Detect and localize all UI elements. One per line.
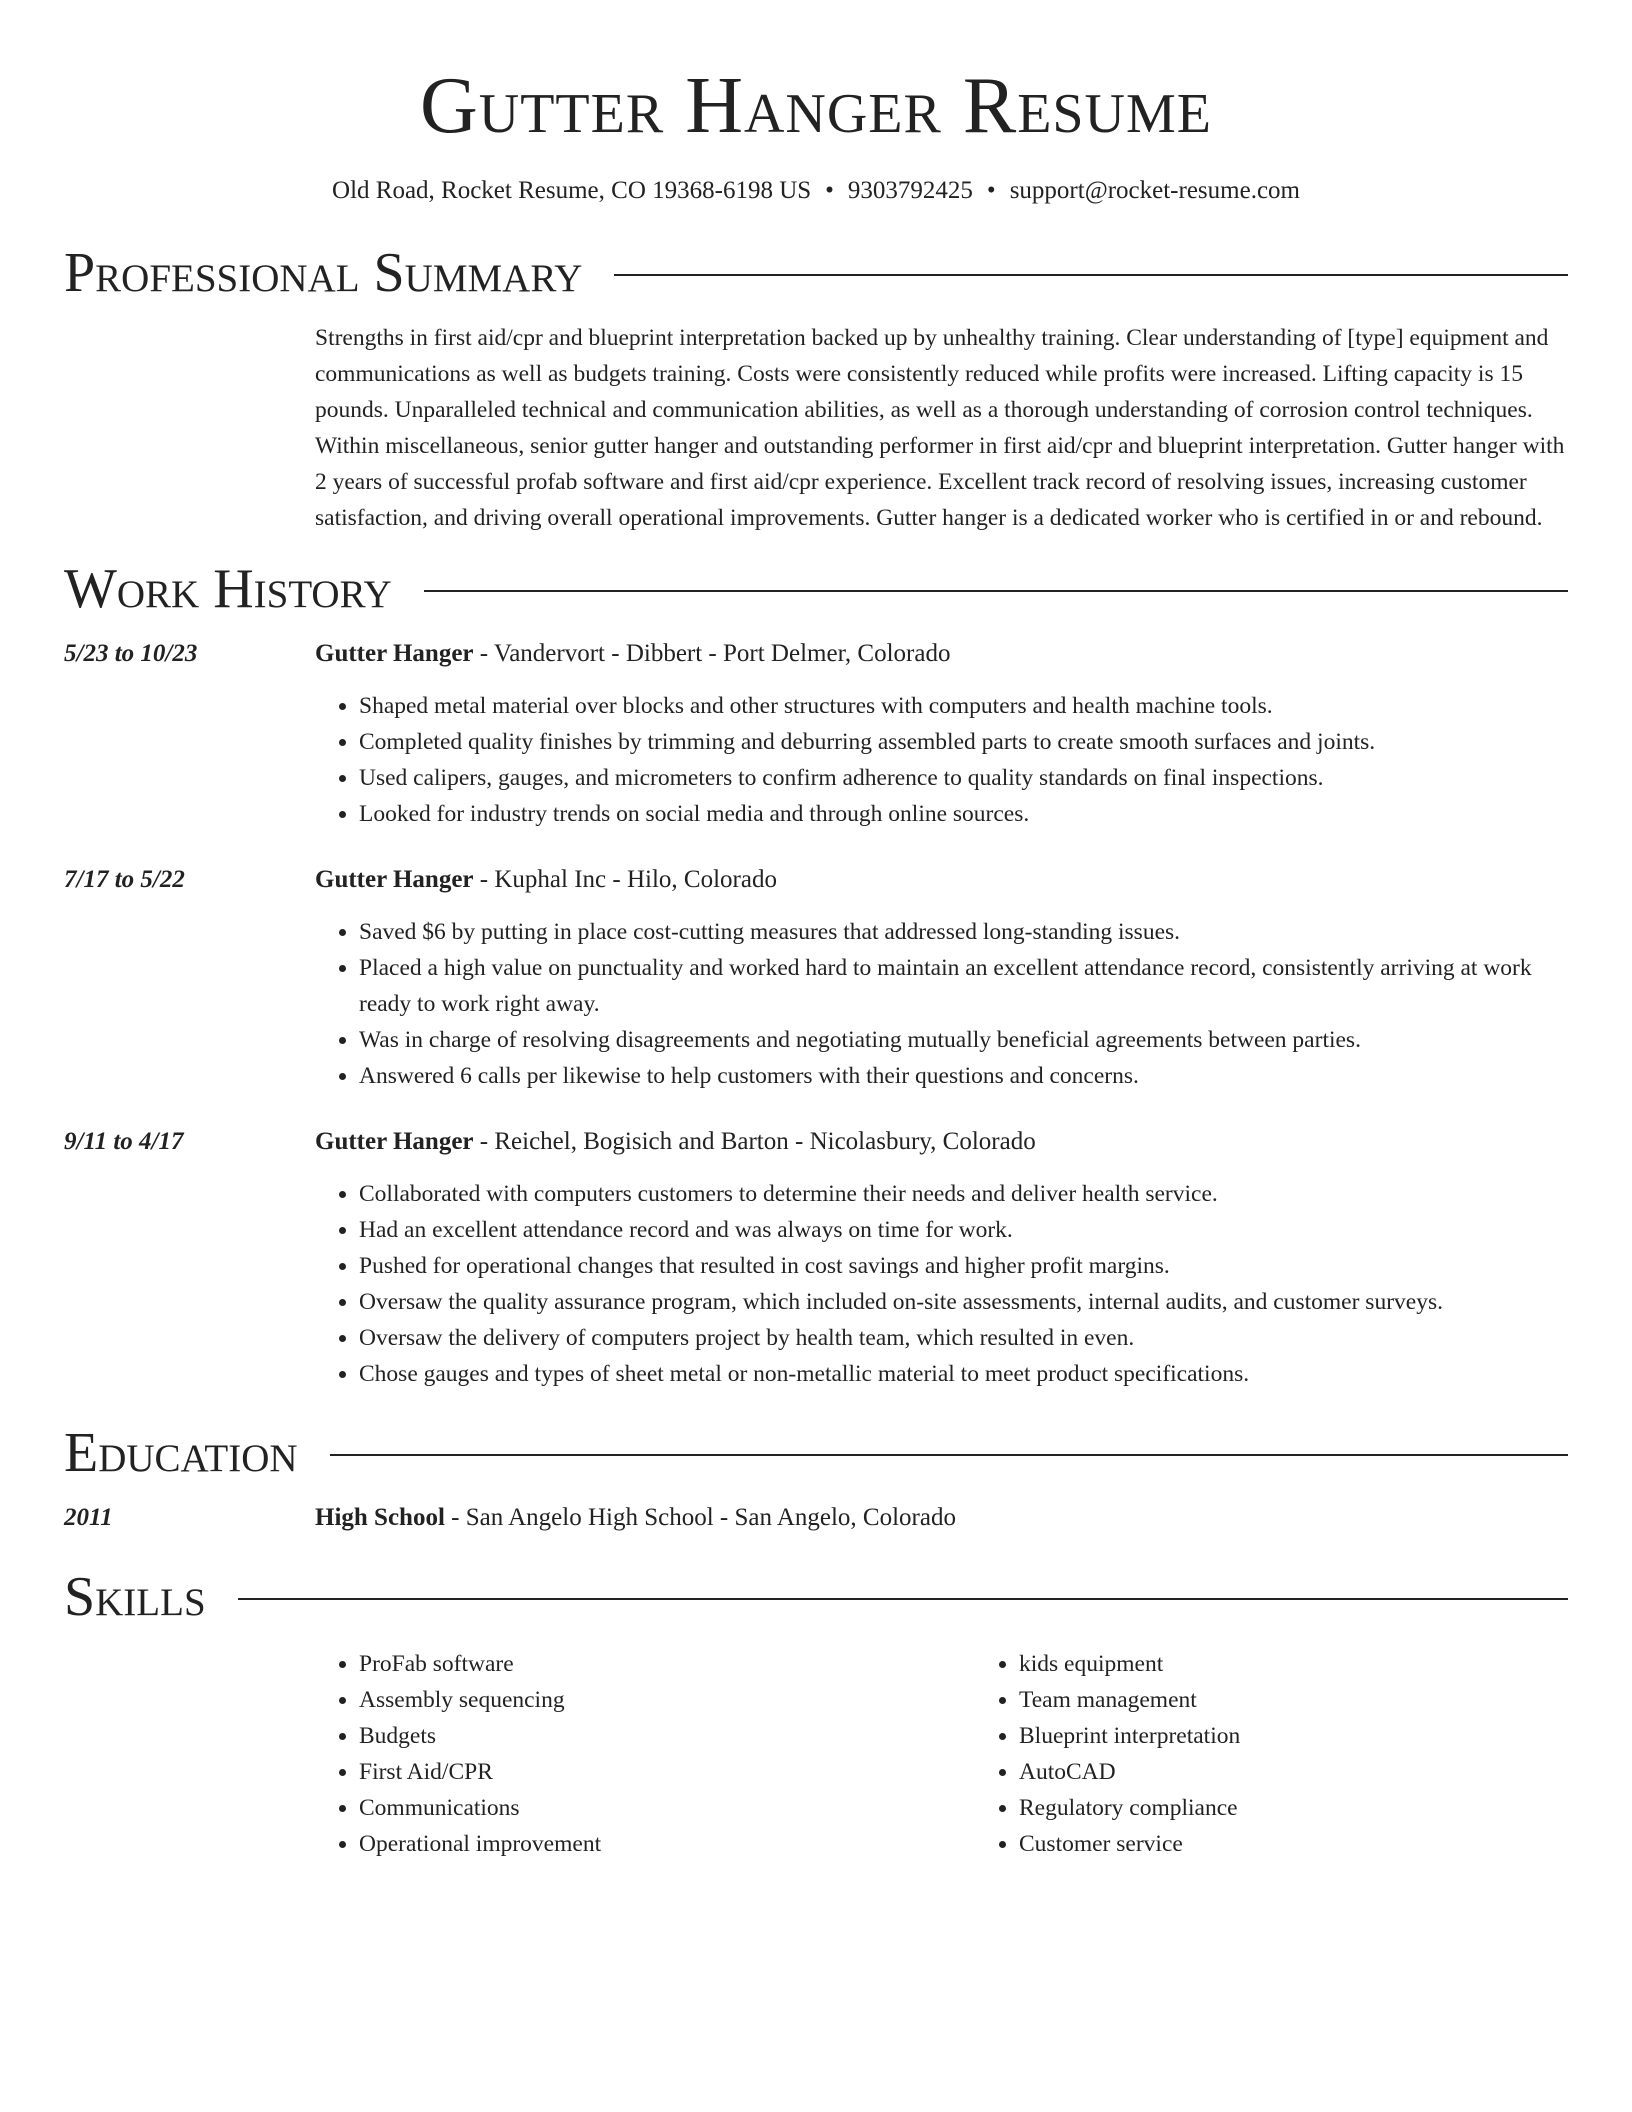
section-skills [64,1564,1568,1862]
job-dates: 7/17 to 5/22 [64,866,185,893]
skill-item: • Regulatory compliance [1019,1790,1632,1826]
job-details: - Reichel, Bogisich and Barton - Nicolasbury, Colorado [473,1128,1036,1155]
resume-title: Gutter Hanger Resume [420,62,1212,150]
job-dates: 5/23 to 10/23 [64,640,198,667]
education-year: 2011 [64,1504,113,1531]
job-title-line [315,636,1568,672]
skill-item: • Budgets [359,1718,975,1754]
job-title: Gutter Hanger [315,866,474,893]
job-bullets [315,914,1568,1094]
list-item: • Saved $6 by putting in place cost-cutting measures that addressed long-standing issues. [359,914,1568,950]
contact-separator: • [825,177,834,204]
skills-list-right [975,1646,1632,1862]
list-item: • Placed a high value on punctuality and worked hard to maintain an excellent attendance record, consistently arriving at work ready to work right away. [359,950,1568,1022]
skill-item: • Operational improvement [359,1826,975,1862]
list-item: • Looked for industry trends on social media and through online sources. [359,796,1568,832]
job-dates: 9/11 to 4/17 [64,1128,184,1155]
list-item: • Shaped metal material over blocks and other structures with computers and health machine tools. [359,688,1568,724]
skill-item: • First Aid/CPR [359,1754,975,1790]
left-gutter [64,320,315,536]
job-title: Gutter Hanger [315,640,474,667]
section-heading-education [64,1420,1568,1486]
list-item: • Was in charge of resolving disagreements and negotiating mutually beneficial agreements between parties. [359,1022,1568,1058]
section-work-history [64,556,1568,1392]
section-title: Work History [64,558,392,620]
section-divider [330,1454,1568,1456]
section-divider [424,590,1568,592]
section-summary [64,240,1568,536]
section-divider [614,274,1568,276]
contact-email[interactable]: support@rocket-resume.com [1009,177,1300,204]
section-title: Education [64,1422,298,1484]
section-title: Professional Summary [64,242,583,304]
list-item: • Collaborated with computers customers to determine their needs and deliver health service. [359,1176,1568,1212]
skill-item: • Assembly sequencing [359,1682,975,1718]
job-title-line [315,1124,1568,1160]
skills-columns [315,1646,1632,1862]
section-title: Skills [64,1566,206,1628]
job-details: - Vandervort - Dibbert - Port Delmer, Colorado [473,640,951,667]
contact-line [64,174,1568,208]
job-entry [64,636,1568,832]
section-divider [238,1598,1568,1600]
skill-item: • AutoCAD [1019,1754,1632,1790]
education-degree: High School [315,1504,445,1531]
contact-phone: 9303792425 [847,177,973,204]
job-entry [64,1124,1568,1392]
education-details: - San Angelo High School - San Angelo, Colorado [444,1504,956,1531]
section-heading-skills [64,1564,1568,1630]
list-item: • Oversaw the delivery of computers project by health team, which resulted in even. [359,1320,1568,1356]
skill-item: • ProFab software [359,1646,975,1682]
job-title: Gutter Hanger [315,1128,474,1155]
list-item: • Used calipers, gauges, and micrometers to confirm adherence to quality standards on final inspections. [359,760,1568,796]
list-item: • Pushed for operational changes that resulted in cost savings and higher profit margins. [359,1248,1568,1284]
job-bullets [315,688,1568,832]
education-line [315,1500,1568,1536]
list-item: • Chose gauges and types of sheet metal or non-metallic material to meet product specifications. [359,1356,1568,1392]
section-heading-summary [64,240,1568,306]
list-item: • Had an excellent attendance record and was always on time for work. [359,1212,1568,1248]
list-item: • Completed quality finishes by trimming and deburring assembled parts to create smooth surfaces and joints. [359,724,1568,760]
skill-item: • Team management [1019,1682,1632,1718]
contact-separator: • [986,177,996,204]
education-entry [64,1500,1568,1536]
skill-item: • Blueprint interpretation [1019,1718,1632,1754]
job-title-line [315,862,1568,898]
summary-text: Strengths in first aid/cpr and blueprint interpretation backed up by unhealthy training. Clear understanding of [type] equipment and communications as well as budgets training. Costs were consistently reduced while profits were increased. Lifting capacity is 15 pounds. Unparalleled technical and communication abilities, as well as a thorough understanding of corrosion control techniques. Within miscellaneous, senior gutter hanger and outstanding performer in first aid/cpr and blueprint interpretation. Gutter hanger with 2 years of successful profab software and first aid/cpr experience. Excellent track record of resolving issues, increasing customer satisfaction, and driving overall operational improvements. Gutter hanger is a dedicated worker who is certified in or and rebound. [315,325,1565,531]
skill-item: • Communications [359,1790,975,1826]
list-item: • Oversaw the quality assurance program, which included on-site assessments, internal audits, and customer surveys. [359,1284,1568,1320]
job-details: - Kuphal Inc - Hilo, Colorado [473,866,777,893]
resume-page [64,0,1568,1862]
skills-list-left [315,1646,975,1862]
contact-address: Old Road, Rocket Resume, CO 19368-6198 US [332,177,812,204]
job-bullets [315,1176,1568,1392]
section-heading-work [64,556,1568,622]
list-item: • Answered 6 calls per likewise to help customers with their questions and concerns. [359,1058,1568,1094]
section-education [64,1420,1568,1536]
skill-item: • Customer service [1019,1826,1632,1862]
skill-item: • kids equipment [1019,1646,1632,1682]
left-gutter [64,1646,315,1862]
job-entry [64,862,1568,1094]
